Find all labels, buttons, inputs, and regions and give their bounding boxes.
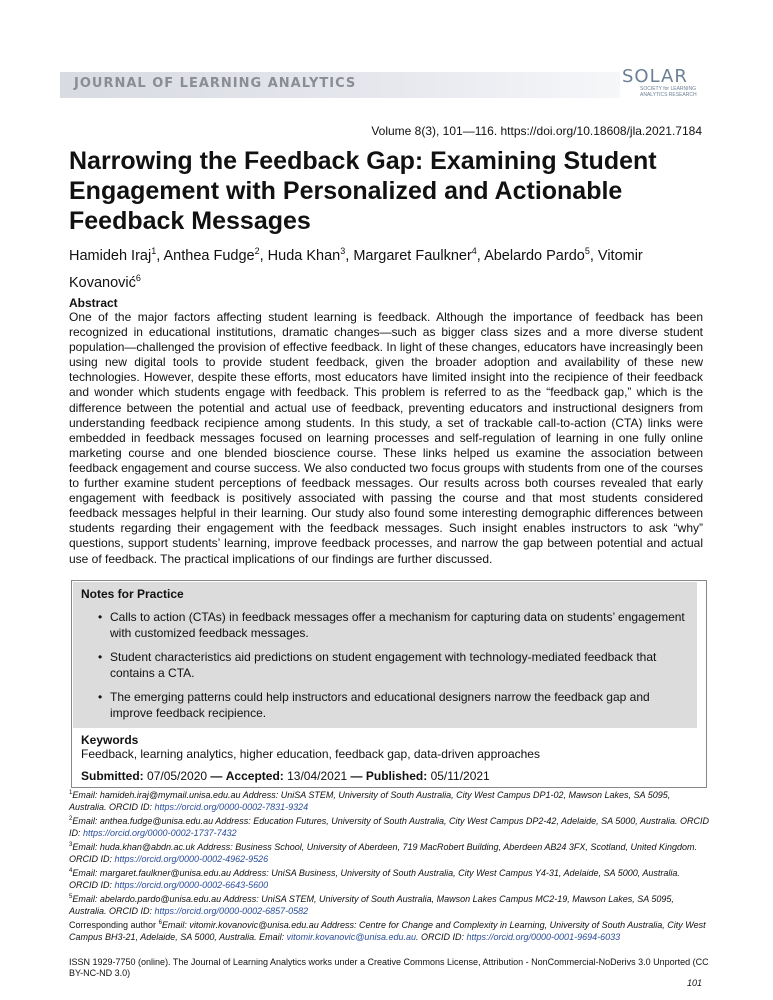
list-item [94, 690, 694, 721]
orcid-link[interactable]: https://orcid.org/0000-0002-6857-0582 [154, 905, 309, 916]
submitted-date: 07/05/2020 [147, 769, 208, 783]
notes-for-practice-box [71, 580, 707, 788]
orcid-link[interactable]: https://orcid.org/0000-0002-7831-9324 [154, 801, 309, 812]
paper-title: Narrowing the Feedback Gap: Examining Student Engagement with Personalized and Actionable Feedback Messages [69, 147, 657, 235]
footnote-text: Email: hamideh.iraj@mymail.unisa.edu.au Address: UniSA STEM, University of South Australia, City West Campus DP1-02, Mawson Lakes, SA 5095, Australia. ORCID ID: [69, 790, 671, 812]
orcid-link[interactable]: https://orcid.org/0000-0002-4962-9526 [114, 853, 269, 864]
abstract-text: One of the major factors affecting student learning is feedback. Although the importance of feedback has been recognized in educational institutions, dramatic changes—such as bigger class sizes and a more diverse student population—challenged the provision of effective feedback. In light of these changes, educators have increasingly been using new digital tools to provide student feedback, given the broader adoption and availability of these new technologies. However, despite these efforts, most educators have limited insight into the recipience of their feedback and wonder which students engage with feedback. This problem is referred to as the “feedback gap,” which is the difference between the potential and actual use of feedback, preventing educators and instructional designers from understanding feedback recipience among students. In this study, a set of trackable call-to-action (CTA) links were embedded in feedback messages focused on learning processes and self-regulation of learning in one fully online marketing course and one blended bioscience course. These links helped us examine the association between feedback engagement and course success. We also conducted two focus groups with students from one of the courses to further examine student perceptions of feedback messages. Our results across both courses revealed that early engagement with feedback is positively associated with passing the course and that most students considered feedback messages helpful in their learning. Our study also found some interesting demographic differences between students regarding their engagement with the feedback messages. Such insight enables instructors to ask “why” questions, support students’ learning, improve feedback processes, and narrow the gap between potential and actual use of feedback. The practical implications of our findings are further discussed. [69, 310, 703, 566]
author-name: Vitomir Kovanović [69, 247, 643, 291]
list-item [94, 610, 694, 641]
author-footnotes [69, 788, 709, 944]
footnote-marker: 4 [69, 868, 73, 874]
footnote [69, 788, 709, 813]
footnote-marker: 5 [69, 894, 73, 900]
submitted-label: Submitted: [81, 769, 144, 783]
volume-doi-line: Volume 8(3), 101—116. https://doi.org/10.18608/jla.2021.7184 [371, 124, 702, 138]
bullet-icon: • [98, 610, 103, 624]
license-statement: ISSN 1929-7750 (online). The Journal of Learning Analytics works under a Creative Commons License, Attribution - NonCommercial-NoDerivs 3.0 Unported (CC BY-NC-ND 3.0) [69, 957, 709, 978]
published-label: Published: [365, 769, 428, 783]
author-affiliation-marker: 6 [135, 272, 141, 283]
accepted-date: 13/04/2021 [287, 769, 348, 783]
author-affiliation-marker: 5 [584, 246, 590, 256]
note-text: The emerging patterns could help instructors and educational designers narrow the feedback gap and improve feedback recipience. [110, 690, 650, 720]
footnote-marker: 2 [69, 816, 73, 822]
corresponding-author-note [69, 918, 709, 943]
publication-dates [81, 769, 490, 783]
orcid-link[interactable]: https://orcid.org/0000-0002-1737-7432 [83, 827, 237, 838]
footnote-text: Email: huda.khan@abdn.ac.uk Address: Business School, University of Aberdeen, 719 MacRobert Building, Aberdeen AB24 3FX, Scotland, United Kingdom. ORCID ID: [69, 842, 697, 864]
accepted-label: Accepted: [225, 769, 284, 783]
date-separator: — [350, 769, 363, 783]
bullet-icon: • [98, 650, 103, 664]
keywords-heading: Keywords [81, 733, 139, 747]
author-affiliation-marker: 2 [254, 246, 260, 256]
notes-list [94, 610, 694, 730]
author-name: Margaret Faulkner [353, 247, 472, 264]
footnote-marker: 3 [69, 842, 73, 848]
footnote [69, 892, 709, 917]
author-name: Huda Khan [267, 247, 341, 264]
orcid-link[interactable]: https://orcid.org/0000-0001-9694-6033 [466, 931, 621, 942]
footnote-marker: 1 [69, 790, 73, 796]
footnote [69, 814, 709, 839]
corresponding-prefix: Corresponding author [69, 920, 159, 930]
page-number: 101 [686, 978, 702, 988]
author-name: Hamideh Iraj [69, 247, 152, 264]
author-affiliation-marker: 3 [340, 246, 346, 256]
solar-logo: SOLAR [622, 66, 688, 87]
published-date: 05/11/2021 [430, 769, 490, 783]
author-name: Abelardo Pardo [484, 247, 585, 264]
solar-logo-subtext: SOCIETY for LEARNING ANALYTICS RESEARCH [640, 86, 697, 98]
author-affiliation-marker: 1 [151, 246, 157, 256]
keywords-text: Feedback, learning analytics, higher education, feedback gap, data-driven approaches [81, 747, 540, 761]
footnote-text: Email: abelardo.pardo@unisa.edu.au Address: UniSA STEM, University of South Australia, Mawson Lakes Campus MC2-19, Mawson Lakes, SA 5095, Australia. ORCID ID: [69, 894, 674, 916]
orcid-link[interactable]: https://orcid.org/0000-0002-6643-5600 [114, 879, 269, 890]
bullet-icon: • [98, 690, 103, 704]
footnote-text: Email: anthea.fudge@unisa.edu.au Address: Education Futures, University of South Australia, City West Campus DP2-42, Adelaide, SA 5000, Australia. ORCID ID: [69, 816, 709, 838]
footnote [69, 840, 709, 865]
orcid-label: . ORCID ID: [415, 931, 467, 942]
note-text: Student characteristics aid predictions on student engagement with technology-mediated feedback that contains a CTA. [110, 650, 657, 680]
author-affiliation-marker: 4 [471, 246, 477, 256]
notes-heading: Notes for Practice [81, 587, 184, 601]
author-name: Anthea Fudge [163, 247, 255, 264]
author-list: Hamideh Iraj$^1$, Anthea Fudge$^2$, Huda Khan$^3$, Margaret Faulkner$^4$, Abelardo Pardo$^5$, Vitomir Kovanović$^6$ [69, 246, 643, 291]
email-link[interactable]: vitomir.kovanovic@unisa.edu.au [286, 931, 416, 942]
note-text: Calls to action (CTAs) in feedback messages offer a mechanism for capturing data on students’ engagement with customized feedback messages. [110, 610, 685, 640]
footnote-text: Email: vitomir.kovanovic@unisa.edu.au Address: Centre for Change and Complexity in Learning, University of South Australia, City West Campus BH3-21, Adelaide, SA 5000, Australia. Email: [69, 920, 706, 942]
abstract-heading: Abstract [69, 296, 118, 310]
footnote-text: Email: margaret.faulkner@unisa.edu.au Address: UniSA Business, University of South Australia, City West Campus Y4-31, Adelaide, SA 5000, Australia. ORCID ID: [69, 868, 680, 890]
list-item [94, 650, 694, 681]
footnote [69, 866, 709, 891]
date-separator: — [210, 769, 223, 783]
journal-name: JOURNAL OF LEARNING ANALYTICS [74, 76, 357, 91]
footnote-marker: 6 [158, 920, 162, 926]
